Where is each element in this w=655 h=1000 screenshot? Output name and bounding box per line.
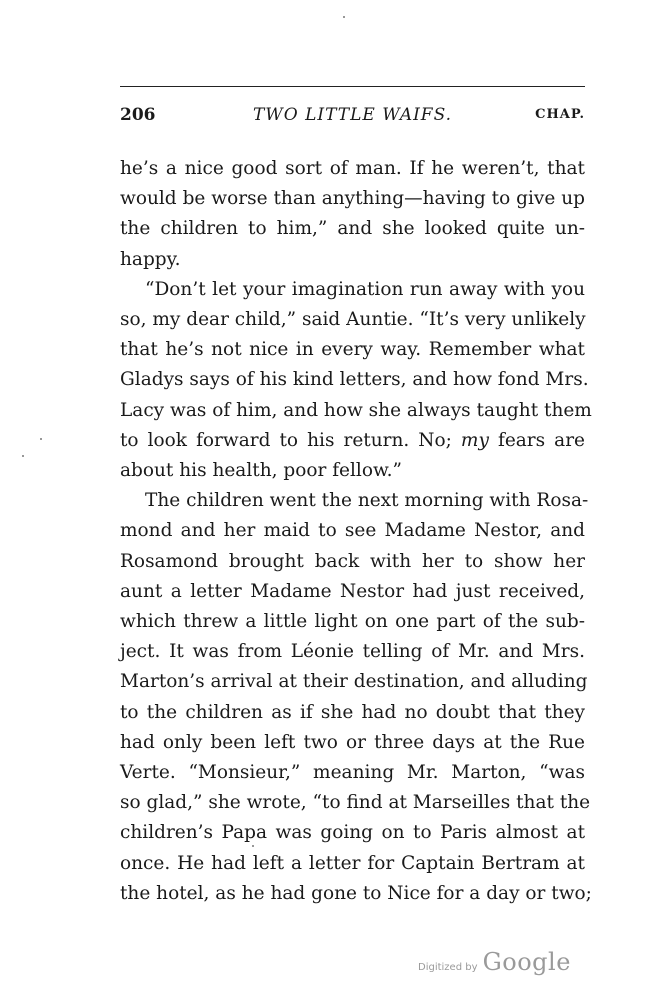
- text-line: that he’s not nice in every way. Remember what: [120, 339, 585, 361]
- text-line: Marton’s arrival at their destination, and alluding: [120, 671, 588, 693]
- chapter-label: CHAP.: [535, 107, 585, 122]
- text-line: The children went the next morning with Rosa-: [145, 490, 589, 512]
- watermark-prefix: Digitized by: [418, 962, 478, 973]
- header-rule: [120, 86, 585, 87]
- text-line: to the children as if she had no doubt that they: [120, 701, 585, 723]
- text-line: happy.: [120, 248, 181, 270]
- body-text: [120, 154, 592, 909]
- text-line: mond and her maid to see Madame Nestor, and: [120, 520, 585, 542]
- text-line: Gladys says of his kind letters, and how fond Mrs.: [120, 369, 589, 391]
- text-line: had only been left two or three days at the Rue: [120, 731, 585, 753]
- emphasis: my: [460, 429, 489, 451]
- text-line: children’s Papa was going on to Paris almost at: [120, 822, 585, 844]
- text-line: to look forward to his return. No; my fears are: [120, 429, 585, 451]
- text-line: the hotel, as he had gone to Nice for a day or two;: [120, 882, 592, 904]
- digitization-watermark: [418, 948, 571, 976]
- print-speck: [22, 455, 24, 457]
- text-line: the children to him,” and she looked quite un-: [120, 218, 585, 240]
- running-title: TWO LITTLE WAIFS.: [252, 105, 453, 125]
- page-number: 206: [120, 105, 156, 125]
- text-line: would be worse than anything—having to give up: [120, 188, 585, 210]
- text-line: once. He had left a letter for Captain Bertram at: [120, 852, 585, 874]
- text-line: Lacy was of him, and how she always taught them: [120, 399, 592, 421]
- text-line: “Don’t let your imagination run away with you: [145, 278, 585, 300]
- text-line: Verte. “Monsieur,” meaning Mr. Marton, “was: [120, 762, 585, 784]
- print-speck: [40, 438, 42, 440]
- text-line: ject. It was from Léonie telling of Mr. and Mrs.: [120, 641, 585, 663]
- text-line: which threw a little light on one part of the sub-: [120, 611, 585, 633]
- running-header: [120, 105, 585, 129]
- print-speck: [343, 16, 345, 18]
- text-line: aunt a letter Madame Nestor had just received,: [120, 580, 585, 602]
- text-line: he’s a nice good sort of man. If he weren’t, that: [120, 158, 585, 179]
- text-line: Rosamond brought back with her to show her: [120, 550, 585, 572]
- text-line: so, my dear child,” said Auntie. “It’s very unlikely: [120, 309, 586, 331]
- text-line: about his health, poor fellow.”: [120, 460, 402, 482]
- text-line: so glad,” she wrote, “to find at Marseilles that the: [120, 792, 591, 814]
- watermark-brand: Google: [482, 948, 571, 976]
